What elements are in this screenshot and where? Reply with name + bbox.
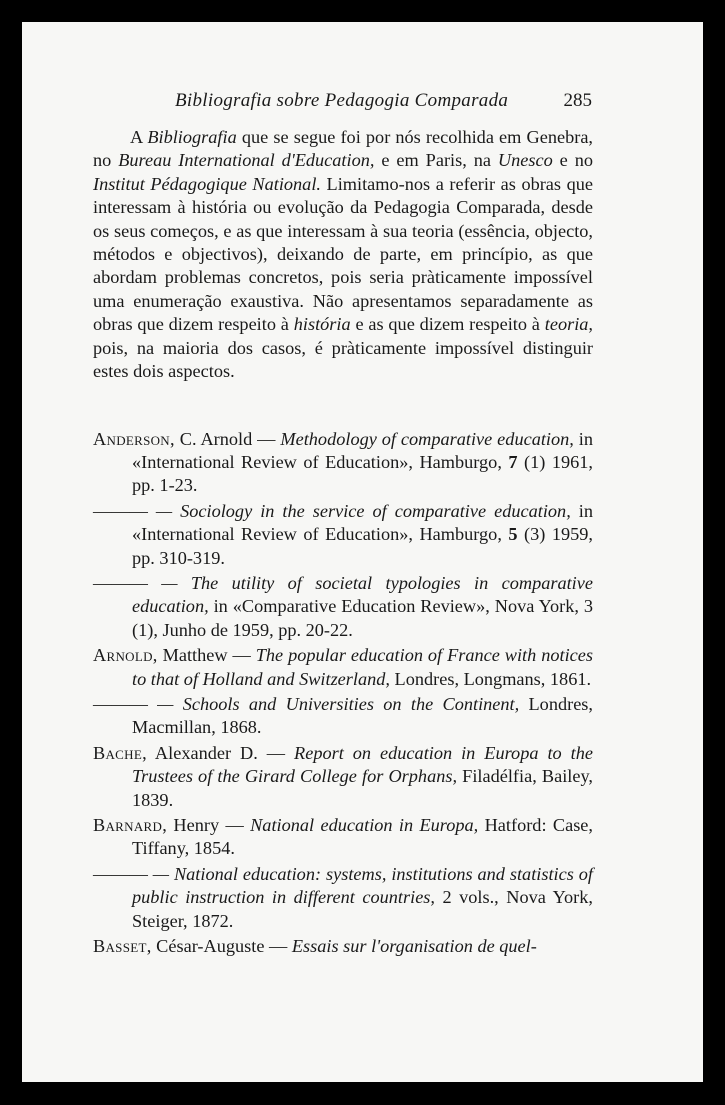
bib-publication: (1) 1961, pp. 1-23. — [132, 452, 593, 496]
intro-italic: história — [293, 314, 351, 335]
bib-author: Arnold, — [93, 645, 158, 666]
intro-italic: Bibliografia — [147, 127, 237, 147]
intro-italic: Institut Pédagogique National. — [93, 173, 321, 194]
bib-repeat-dash: ——— — [93, 694, 148, 715]
bib-title: Methodology of comparative education, — [280, 429, 574, 449]
book-page — [22, 22, 703, 1082]
bibliography-list — [93, 428, 593, 958]
bib-title: — National education: systems, institutions and statistics of public instruction in different countries, — [132, 864, 593, 908]
bib-name: César-Auguste — — [151, 936, 292, 957]
bib-entry — [93, 428, 593, 498]
bib-entry — [93, 500, 593, 570]
intro-italic: Unesco — [497, 150, 553, 171]
bib-entry — [93, 644, 593, 690]
bib-publication: Londres, Longmans, 1861. — [389, 668, 592, 689]
bib-entry — [93, 742, 593, 812]
bib-author: Anderson, — [93, 429, 175, 449]
bib-title: — Schools and Universities on the Continent, — [147, 694, 520, 715]
bib-repeat-dash: ——— — [93, 501, 148, 522]
bib-title: — The utility of societal typologies in comparative education, — [132, 573, 593, 617]
bib-publication: in «International Review of Education», Hamburgo, — [132, 429, 593, 473]
bib-publication: in «Comparative Education Review», Nova York, 3 (1), Junho de 1959, pp. 20-22. — [132, 596, 593, 640]
bib-name: C. Arnold — — [174, 429, 281, 449]
bib-title: Report on education in Europa to the Trustees of the Girard College for Orphans, — [132, 743, 593, 787]
bib-volume: 7 — [508, 452, 518, 473]
bib-author: Bache, — [93, 743, 147, 764]
intro-text: A — [130, 127, 148, 147]
intro-text: Limitamo-nos a referir as obras que interessam à história ou evolução da Pedagogia Comparada, desde os seus começos, e as que interessam à sua teoria (essência, objecto, métodos e objectivos), deixando de parte, em princípio, as que abordam problemas concretos, pois seria pràticamente impossível uma enumeração exaustiva. Não apresentamos separadamente as obras que dizem respeito à — [93, 173, 594, 335]
bib-title: The popular education of France with notices to that of Holland and Switzerland, — [132, 645, 593, 689]
bib-repeat-dash: ——— — [93, 864, 148, 885]
bib-title: — Sociology in the service of comparative education, — [147, 501, 571, 522]
bib-publication: (3) 1959, pp. 310-319. — [132, 524, 593, 568]
intro-text: e em Paris, na — [374, 150, 498, 171]
bib-entry — [93, 693, 593, 739]
page-number: 285 — [563, 90, 592, 111]
bib-name: Matthew — — [157, 645, 256, 666]
bib-author: Basset, — [93, 936, 152, 957]
bib-title: Essais sur l'organisation de quel- — [291, 936, 537, 957]
bib-entry — [93, 935, 593, 958]
bib-volume: 5 — [508, 524, 518, 545]
bib-repeat-dash: ——— — [93, 573, 148, 594]
running-header — [175, 90, 595, 114]
bib-name: Alexander D. — — [146, 743, 295, 764]
bib-publication: Hatford: Case, Tiffany, 1854. — [132, 815, 593, 859]
bib-publication: Filadélfia, Bailey, 1839. — [132, 766, 593, 810]
bib-publication: 2 vols., Nova York, Steiger, 1872. — [132, 887, 593, 931]
intro-italic: Bureau International d'Education, — [118, 150, 375, 171]
bib-publication: in «International Review of Education», Hamburgo, — [132, 501, 594, 545]
intro-text: pois, na maioria dos casos, é pràticamente impossível distinguir estes dois aspectos. — [93, 337, 593, 382]
bib-publication: Londres, Macmillan, 1868. — [132, 694, 593, 738]
running-title: Bibliografia sobre Pedagogia Comparada — [175, 90, 509, 111]
bib-name: Henry — — [167, 815, 251, 836]
intro-italic: teoria, — [544, 314, 593, 335]
bib-author: Barnard, — [93, 815, 168, 836]
bib-entry — [93, 572, 593, 642]
intro-text: e no — [552, 150, 593, 171]
intro-text: e as que dizem respeito à — [350, 314, 545, 335]
bib-title: National education in Europa, — [250, 815, 479, 836]
bib-entry — [93, 863, 593, 933]
bib-entry — [93, 814, 593, 860]
intro-text: que se segue foi por nós recolhida em Genebra, no — [93, 127, 594, 171]
intro-paragraph — [93, 126, 593, 383]
